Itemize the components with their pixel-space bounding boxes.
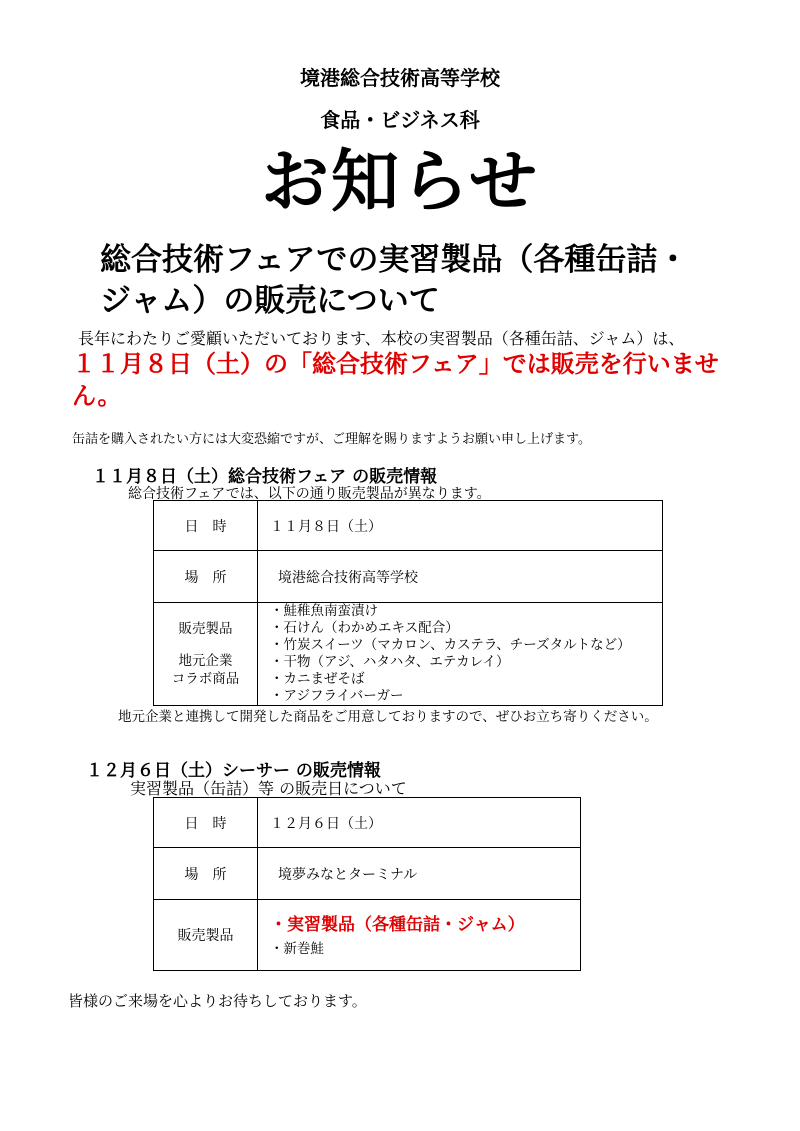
collab-label-2: コラボ商品 — [171, 671, 240, 687]
section1-subtitle: 総合技術フェアでは、以下の通り販売製品が異なります。 — [128, 486, 491, 502]
list-item: ・干物（アジ、ハタハタ、エテカレイ） — [270, 654, 510, 670]
section2-place-row — [154, 848, 581, 900]
product-list — [270, 603, 662, 705]
section1-table — [153, 500, 663, 706]
red-notice: １１月８日（土）の「総合技術フェア」では販売を行いません。 — [72, 350, 719, 410]
red-product-item: ・実習製品（各種缶詰・ジャム） — [270, 915, 525, 935]
section1-date-label: 日 時 — [154, 501, 258, 551]
section1-place-label: 場 所 — [154, 551, 258, 603]
subject-heading — [100, 240, 760, 322]
school-name: 境港総合技術高等学校 — [300, 66, 500, 90]
section2-date-value: １２月６日（土） — [258, 798, 581, 848]
section2-subtitle: 実習製品（缶詰）等 の販売日について — [130, 779, 407, 798]
list-item: ・カニまぜそば — [270, 671, 365, 687]
closing-text: 皆様のご来場を心よりお待ちしております。 — [68, 992, 367, 1010]
page-title: お知らせ — [261, 143, 539, 222]
section1-products-value — [258, 603, 663, 706]
section2-date-row — [154, 798, 581, 848]
list-item: ・アジフライバーガー — [270, 688, 404, 704]
section2-place-value: 境夢みなとターミナル — [258, 848, 581, 900]
section1-products-label — [154, 603, 258, 706]
section1-title: １１月８日（土）総合技術フェア の販売情報 — [92, 467, 438, 487]
apology-text: 缶詰を購入されたい方には大変恐縮ですが、ご理解を賜りますようお願い申し上げます。 — [72, 432, 591, 447]
section2-place-label: 場 所 — [154, 848, 258, 900]
section2-title: １２月６日（土）シーサー の販売情報 — [86, 761, 381, 781]
section1-date-row — [154, 501, 663, 551]
section2-date-label: 日 時 — [154, 798, 258, 848]
subject-line-1: 総合技術フェアでの実習製品（各種缶詰・ — [100, 242, 689, 278]
list-item: ・石けん（わかめエキス配合） — [270, 620, 459, 636]
list-item: ・鮭稚魚南蛮漬け — [270, 603, 378, 619]
section2-products-label: 販売製品 — [154, 900, 258, 971]
product-item: ・新巻鮭 — [270, 941, 324, 957]
section1-place-value: 境港総合技術高等学校 — [258, 551, 663, 603]
section2-products-value — [258, 900, 581, 971]
section2-table — [153, 797, 581, 971]
section1-date-value: １１月８日（土） — [258, 501, 663, 551]
collab-label-1: 地元企業 — [178, 653, 233, 669]
subject-line-2: ジャム）の販売について — [100, 283, 440, 319]
section1-note: 地元企業と連携して開発した商品をご用意しておりますので、ぜひお立ち寄りください。 — [118, 709, 658, 725]
section1-place-row — [154, 551, 663, 603]
section2-products-row — [154, 900, 581, 971]
intro-text: 長年にわたりご愛顧いただいております、本校の実習製品（各種缶詰、ジャム）は、 — [78, 329, 685, 348]
products-label: 販売製品 — [178, 621, 233, 637]
department-name: 食品・ビジネス科 — [320, 108, 480, 132]
list-item: ・竹炭スイーツ（マカロン、カステラ、チーズタルトなど） — [270, 637, 631, 653]
section1-products-row — [154, 603, 663, 706]
